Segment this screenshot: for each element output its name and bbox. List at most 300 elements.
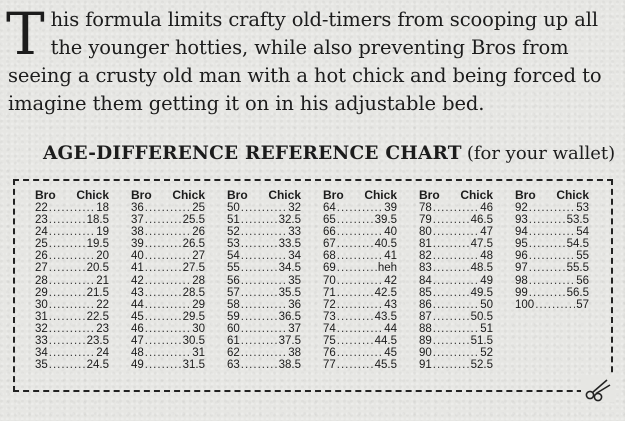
table-row: [311, 359, 407, 371]
chick-age: 53: [576, 202, 589, 214]
bro-age: 82: [419, 250, 432, 263]
table-row: [23, 202, 119, 214]
table-row: [119, 238, 215, 250]
chick-age: 51: [480, 322, 493, 335]
chick-age: 39: [384, 202, 397, 214]
chick-age: 31: [192, 347, 205, 360]
table-row: [23, 347, 119, 359]
chick-age: heh: [377, 262, 397, 275]
bro-age: 92: [515, 202, 528, 214]
chick-age: 43: [384, 298, 397, 311]
bro-age: 44: [131, 298, 144, 311]
bro-age: 43: [131, 286, 144, 299]
leader-dots: [337, 202, 383, 214]
leader-dots: [49, 275, 95, 287]
leader-dots: [241, 311, 278, 323]
table-row: [23, 238, 119, 250]
bro-age: 74: [323, 322, 336, 335]
leader-dots: [529, 262, 566, 274]
bro-age: 53: [227, 238, 240, 251]
chick-age: 35: [288, 274, 301, 287]
bro-age: 28: [35, 274, 48, 287]
bro-age: 94: [515, 226, 528, 239]
leader-dots: [337, 335, 374, 347]
table-row: [407, 311, 503, 323]
chick-age: 37.5: [278, 335, 301, 348]
bro-age: 37: [131, 214, 144, 227]
table-row: [407, 226, 503, 238]
leader-dots: [145, 323, 191, 335]
leader-dots: [337, 359, 374, 371]
leader-dots: [241, 262, 278, 274]
chick-age: 46.5: [470, 214, 493, 227]
table-row: [311, 347, 407, 359]
table-row: [311, 202, 407, 214]
table-row: [407, 262, 503, 274]
leader-dots: [241, 214, 278, 226]
bro-age: 62: [227, 347, 240, 360]
leader-dots: [49, 202, 95, 214]
table-row: [407, 287, 503, 299]
leader-dots: [433, 359, 470, 371]
bro-age: 98: [515, 274, 528, 287]
leader-dots: [529, 214, 566, 226]
leader-dots: [49, 359, 86, 371]
leader-dots: [337, 311, 374, 323]
table-row: [215, 275, 311, 287]
leader-dots: [337, 250, 383, 262]
leader-dots: [241, 226, 287, 238]
chick-age: 29: [192, 298, 205, 311]
intro-paragraph: [6, 0, 620, 118]
table-row: [23, 214, 119, 226]
table-row: [215, 323, 311, 335]
bro-header: Bro: [131, 188, 152, 202]
bro-age: 46: [131, 322, 144, 335]
chart-title: AGE-DIFFERENCE REFERENCE CHART: [43, 143, 462, 164]
bro-age: 77: [323, 359, 336, 372]
chart-column: [119, 189, 215, 371]
bro-age: 93: [515, 214, 528, 227]
leader-dots: [433, 262, 470, 274]
leader-dots: [433, 275, 479, 287]
table-row: [503, 202, 599, 214]
chick-age: 30: [192, 322, 205, 335]
chick-age: 20.5: [86, 262, 109, 275]
leader-dots: [529, 238, 566, 250]
chart-column: [407, 189, 503, 371]
chick-age: 44.5: [374, 335, 397, 348]
chick-age: 52: [480, 347, 493, 360]
chick-age: 21.5: [86, 286, 109, 299]
table-row: [119, 359, 215, 371]
table-row: [407, 250, 503, 262]
bro-age: 33: [35, 335, 48, 348]
bro-age: 39: [131, 238, 144, 251]
leader-dots: [241, 287, 278, 299]
column-header: [311, 189, 407, 202]
chick-age: 26.5: [182, 238, 205, 251]
chick-age: 48: [480, 250, 493, 263]
table-row: [23, 323, 119, 335]
chart-title-line: [43, 143, 623, 164]
chick-age: 23: [96, 322, 109, 335]
chart-subtitle: (for your wallet): [466, 143, 616, 164]
table-row: [23, 299, 119, 311]
leader-dots: [535, 299, 575, 311]
bro-age: 96: [515, 250, 528, 263]
bro-age: 78: [419, 202, 432, 214]
bro-header: Bro: [515, 188, 536, 202]
bro-age: 97: [515, 262, 528, 275]
chick-age: 34.5: [278, 262, 301, 275]
table-row: [119, 299, 215, 311]
bro-age: 34: [35, 347, 48, 360]
leader-dots: [145, 214, 182, 226]
chick-age: 32: [288, 202, 301, 214]
leader-dots: [145, 287, 182, 299]
chick-age: 49.5: [470, 286, 493, 299]
chick-age: 25: [192, 202, 205, 214]
chick-age: 51.5: [470, 335, 493, 348]
bro-age: 60: [227, 322, 240, 335]
chick-age: 55.5: [566, 262, 589, 275]
chick-age: 42.5: [374, 286, 397, 299]
chick-age: 42: [384, 274, 397, 287]
chick-age: 39.5: [374, 214, 397, 227]
table-row: [503, 287, 599, 299]
chick-header: Chick: [556, 188, 589, 202]
bro-age: 79: [419, 214, 432, 227]
chart-column: [215, 189, 311, 371]
table-row: [503, 262, 599, 274]
leader-dots: [241, 347, 287, 359]
bro-age: 52: [227, 226, 240, 239]
table-row: [311, 287, 407, 299]
leader-dots: [145, 202, 191, 214]
leader-dots: [49, 347, 95, 359]
column-header: [23, 189, 119, 202]
table-row: [215, 359, 311, 371]
chick-age: 56.5: [566, 286, 589, 299]
table-row: [23, 335, 119, 347]
table-row: [215, 262, 311, 274]
table-row: [311, 250, 407, 262]
leader-dots: [241, 299, 287, 311]
table-row: [503, 238, 599, 250]
leader-dots: [49, 323, 95, 335]
bro-age: 100: [515, 298, 535, 311]
leader-dots: [433, 226, 479, 238]
bro-age: 25: [35, 238, 48, 251]
leader-dots: [337, 262, 377, 274]
leader-dots: [241, 275, 287, 287]
chick-header: Chick: [172, 188, 205, 202]
leader-dots: [145, 250, 191, 262]
leader-dots: [433, 250, 479, 262]
leader-dots: [49, 214, 86, 226]
leader-dots: [433, 323, 479, 335]
chick-age: 45: [384, 347, 397, 360]
chick-age: 32.5: [278, 214, 301, 227]
bro-header: Bro: [419, 188, 440, 202]
table-row: [503, 299, 599, 311]
leader-dots: [241, 323, 287, 335]
bro-age: 86: [419, 298, 432, 311]
chick-age: 48.5: [470, 262, 493, 275]
bro-age: 81: [419, 238, 432, 251]
leader-dots: [337, 347, 383, 359]
chick-age: 18: [96, 202, 109, 214]
leader-dots: [337, 275, 383, 287]
table-row: [119, 323, 215, 335]
table-row: [215, 226, 311, 238]
table-row: [215, 238, 311, 250]
table-row: [119, 347, 215, 359]
chick-age: 46: [480, 202, 493, 214]
chick-age: 28.5: [182, 286, 205, 299]
bro-age: 30: [35, 298, 48, 311]
bro-age: 73: [323, 310, 336, 323]
chick-age: 47.5: [470, 238, 493, 251]
bro-age: 69: [323, 262, 336, 275]
bro-age: 41: [131, 262, 144, 275]
chick-header: Chick: [268, 188, 301, 202]
table-row: [311, 238, 407, 250]
chick-age: 53.5: [566, 214, 589, 227]
leader-dots: [241, 359, 278, 371]
table-row: [119, 202, 215, 214]
bro-age: 38: [131, 226, 144, 239]
bro-age: 54: [227, 250, 240, 263]
bro-age: 24: [35, 226, 48, 239]
wallet-cutout-card: [13, 179, 613, 392]
chick-age: 27.5: [182, 262, 205, 275]
table-row: [503, 226, 599, 238]
chick-age: 38: [288, 347, 301, 360]
leader-dots: [145, 311, 182, 323]
leader-dots: [433, 287, 470, 299]
bro-age: 88: [419, 322, 432, 335]
chick-age: 45.5: [374, 359, 397, 372]
bro-header: Bro: [35, 188, 56, 202]
bro-age: 22: [35, 202, 48, 214]
table-row: [311, 262, 407, 274]
bro-header: Bro: [323, 188, 344, 202]
bro-age: 50: [227, 202, 240, 214]
leader-dots: [49, 299, 95, 311]
table-row: [407, 238, 503, 250]
leader-dots: [241, 335, 278, 347]
table-row: [119, 275, 215, 287]
chick-age: 43.5: [374, 310, 397, 323]
chick-age: 54.5: [566, 238, 589, 251]
chick-header: Chick: [460, 188, 493, 202]
table-row: [407, 323, 503, 335]
table-row: [407, 335, 503, 347]
table-row: [23, 287, 119, 299]
table-row: [215, 335, 311, 347]
bro-age: 45: [131, 310, 144, 323]
leader-dots: [145, 275, 191, 287]
table-row: [23, 311, 119, 323]
leader-dots: [241, 250, 287, 262]
bro-age: 87: [419, 310, 432, 323]
bro-age: 51: [227, 214, 240, 227]
table-row: [407, 275, 503, 287]
chick-age: 55: [576, 250, 589, 263]
bro-age: 64: [323, 202, 336, 214]
chick-age: 40: [384, 226, 397, 239]
table-row: [23, 250, 119, 262]
bro-age: 31: [35, 310, 48, 323]
column-header: [215, 189, 311, 202]
table-row: [119, 226, 215, 238]
chick-age: 47: [480, 226, 493, 239]
bro-age: 32: [35, 322, 48, 335]
table-row: [119, 262, 215, 274]
leader-dots: [529, 287, 566, 299]
bro-age: 58: [227, 298, 240, 311]
leader-dots: [337, 238, 374, 250]
table-row: [311, 275, 407, 287]
bro-age: 90: [419, 347, 432, 360]
bro-age: 61: [227, 335, 240, 348]
table-row: [23, 359, 119, 371]
chick-age: 54: [576, 226, 589, 239]
chick-age: 36: [288, 298, 301, 311]
table-row: [23, 275, 119, 287]
table-row: [407, 347, 503, 359]
leader-dots: [49, 311, 86, 323]
bro-age: 56: [227, 274, 240, 287]
chick-header: Chick: [364, 188, 397, 202]
bro-age: 57: [227, 286, 240, 299]
leader-dots: [337, 299, 383, 311]
bro-age: 76: [323, 347, 336, 360]
bro-age: 83: [419, 262, 432, 275]
chick-age: 49: [480, 274, 493, 287]
bro-age: 70: [323, 274, 336, 287]
chick-age: 52.5: [470, 359, 493, 372]
bro-age: 49: [131, 359, 144, 372]
chick-age: 33: [288, 226, 301, 239]
bro-age: 48: [131, 347, 144, 360]
chick-age: 56: [576, 274, 589, 287]
bro-age: 27: [35, 262, 48, 275]
chick-age: 36.5: [278, 310, 301, 323]
leader-dots: [241, 238, 278, 250]
table-row: [119, 311, 215, 323]
leader-dots: [145, 299, 191, 311]
table-row: [215, 311, 311, 323]
bro-age: 99: [515, 286, 528, 299]
leader-dots: [145, 262, 182, 274]
table-row: [215, 250, 311, 262]
leader-dots: [145, 335, 182, 347]
table-row: [407, 214, 503, 226]
chick-age: 25.5: [182, 214, 205, 227]
bro-age: 63: [227, 359, 240, 372]
bro-age: 89: [419, 335, 432, 348]
bro-age: 59: [227, 310, 240, 323]
leader-dots: [529, 250, 575, 262]
chick-age: 22: [96, 298, 109, 311]
chick-age: 29.5: [182, 310, 205, 323]
bro-header: Bro: [227, 188, 248, 202]
chick-age: 28: [192, 274, 205, 287]
bro-age: 65: [323, 214, 336, 227]
chick-age: 33.5: [278, 238, 301, 251]
leader-dots: [337, 323, 383, 335]
chick-age: 24: [96, 347, 109, 360]
leader-dots: [433, 202, 479, 214]
table-row: [311, 335, 407, 347]
chick-age: 23.5: [86, 335, 109, 348]
chick-age: 30.5: [182, 335, 205, 348]
drop-cap: T: [6, 0, 45, 68]
bro-age: 80: [419, 226, 432, 239]
table-row: [503, 214, 599, 226]
chick-age: 18.5: [86, 214, 109, 227]
bro-age: 67: [323, 238, 336, 251]
chick-age: 31.5: [182, 359, 205, 372]
leader-dots: [49, 238, 86, 250]
bro-age: 55: [227, 262, 240, 275]
leader-dots: [529, 275, 575, 287]
leader-dots: [433, 238, 470, 250]
table-row: [407, 359, 503, 371]
leader-dots: [433, 347, 479, 359]
table-row: [23, 262, 119, 274]
leader-dots: [49, 287, 86, 299]
table-row: [215, 214, 311, 226]
table-row: [215, 347, 311, 359]
table-row: [215, 287, 311, 299]
chick-age: 19.5: [86, 238, 109, 251]
leader-dots: [433, 299, 479, 311]
leader-dots: [337, 287, 374, 299]
leader-dots: [145, 359, 182, 371]
leader-dots: [433, 214, 470, 226]
column-header: [407, 189, 503, 202]
table-row: [215, 202, 311, 214]
leader-dots: [145, 226, 191, 238]
table-row: [119, 250, 215, 262]
scissors-icon: [581, 376, 615, 402]
chick-age: 24.5: [86, 359, 109, 372]
chick-age: 37: [288, 322, 301, 335]
chick-age: 40.5: [374, 238, 397, 251]
age-table: [23, 189, 603, 371]
bro-age: 66: [323, 226, 336, 239]
leader-dots: [49, 262, 86, 274]
leader-dots: [433, 335, 470, 347]
chick-header: Chick: [76, 188, 109, 202]
bro-age: 35: [35, 359, 48, 372]
table-row: [503, 250, 599, 262]
leader-dots: [145, 347, 191, 359]
bro-age: 68: [323, 250, 336, 263]
table-row: [119, 335, 215, 347]
bro-age: 71: [323, 286, 336, 299]
chick-age: 50.5: [470, 310, 493, 323]
leader-dots: [433, 311, 470, 323]
intro-text: his formula limits crafty old-timers from scooping up all the younger hotties, while also preventing Bros from seeing a crusty old man with a hot chick and being forced to imagine them getting it on in his adjustable bed.: [8, 8, 602, 115]
chick-age: 22.5: [86, 310, 109, 323]
column-header: [503, 189, 599, 202]
bro-age: 36: [131, 202, 144, 214]
